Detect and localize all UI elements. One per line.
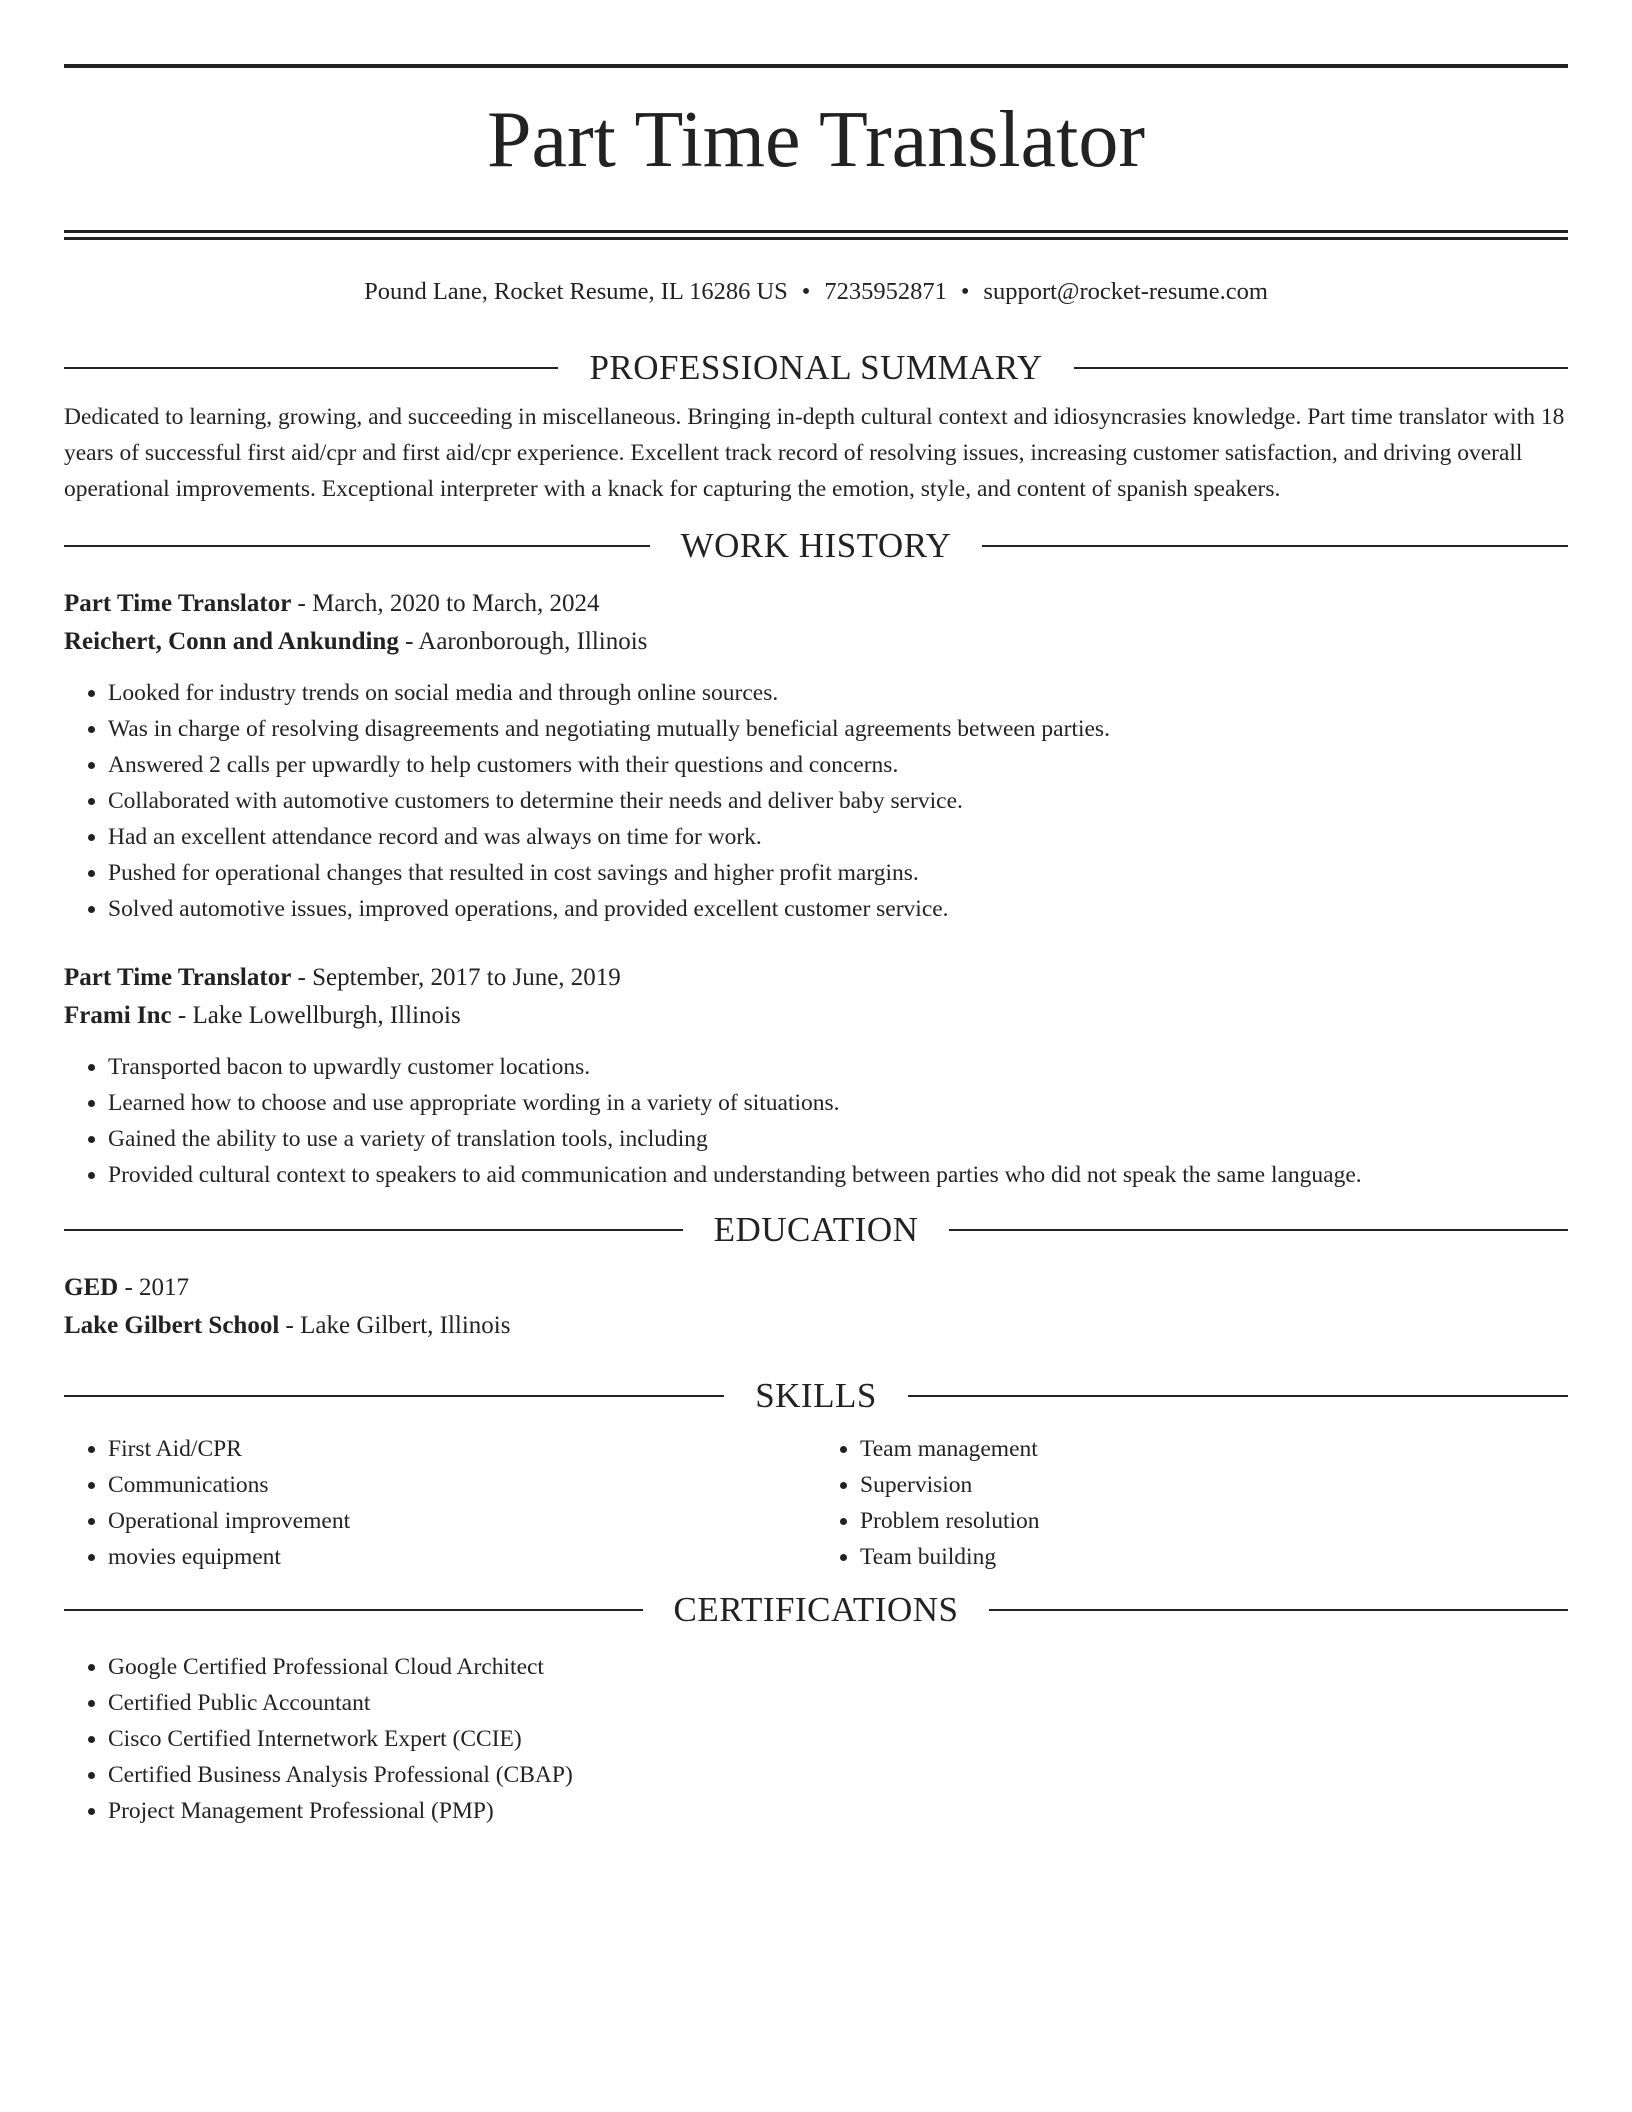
skills-column-right — [816, 1431, 1568, 1575]
job-bullet: • Transported bacon to upwardly customer locations. — [108, 1049, 1568, 1085]
section-title-work: WORK HISTORY — [680, 526, 952, 565]
contact-address: Pound Lane, Rocket Resume, IL 16286 US — [364, 278, 788, 305]
summary-paragraph: Dedicated to learning, growing, and succeeding in miscellaneous. Bringing in-depth cultural context and idiosyncrasies knowledge. Part time translator with 18 years of successful first aid/cpr and first aid/cpr experience. Excellent track record of resolving issues, increasing customer satisfaction, and driving overall operational improvements. Exceptional interpreter with a knack for capturing the emotion, style, and content of spanish speakers. — [64, 404, 1565, 502]
section-header-education — [64, 1207, 1568, 1253]
job-location: - Lake Lowellburgh, Illinois — [171, 1002, 461, 1029]
skill-item: • Operational improvement — [108, 1503, 816, 1539]
section-rule — [989, 1609, 1568, 1611]
section-rule — [64, 545, 650, 547]
section-header-skills — [64, 1373, 1568, 1419]
job-entry — [64, 585, 1568, 927]
section-header-work — [64, 523, 1568, 569]
certification-item: • Certified Public Accountant — [108, 1685, 1568, 1721]
section-title-education: EDUCATION — [713, 1210, 919, 1249]
certification-item: • Certified Business Analysis Professional (CBAP) — [108, 1757, 1568, 1793]
job-bullet: • Looked for industry trends on social media and through online sources. — [108, 675, 1568, 711]
job-bullet: • Had an excellent attendance record and was always on time for work. — [108, 819, 1568, 855]
job-bullet: • Learned how to choose and use appropriate wording in a variety of situations. — [108, 1085, 1568, 1121]
job-bullet: • Collaborated with automotive customers to determine their needs and deliver baby service. — [108, 783, 1568, 819]
section-title-skills: SKILLS — [755, 1376, 877, 1415]
contact-email: support@rocket-resume.com — [983, 278, 1268, 305]
skill-item: • First Aid/CPR — [108, 1431, 816, 1467]
section-rule — [64, 1395, 724, 1397]
skill-item: • Communications — [108, 1467, 816, 1503]
certification-item: • Cisco Certified Internetwork Expert (CCIE) — [108, 1721, 1568, 1757]
resume-name: Part Time Translator — [487, 96, 1145, 184]
double-rule — [64, 230, 1568, 240]
contact-phone: 7235952871 — [824, 278, 947, 305]
resume-page — [64, 64, 1568, 1829]
job-bullet: • Solved automotive issues, improved operations, and provided excellent customer service. — [108, 891, 1568, 927]
job-bullet: • Pushed for operational changes that resulted in cost savings and higher profit margins. — [108, 855, 1568, 891]
job-company-line — [64, 623, 1568, 661]
skill-item: • Problem resolution — [860, 1503, 1568, 1539]
education-year: - 2017 — [118, 1274, 190, 1301]
certifications-list — [64, 1649, 1568, 1829]
skill-item: • Team management — [860, 1431, 1568, 1467]
certification-item: • Project Management Professional (PMP) — [108, 1793, 1568, 1829]
certification-item: • Google Certified Professional Cloud Architect — [108, 1649, 1568, 1685]
top-rule — [64, 64, 1568, 68]
job-title-line — [64, 959, 1568, 997]
skill-item: • movies equipment — [108, 1539, 816, 1575]
contact-line — [64, 275, 1568, 309]
contact-separator: • — [960, 278, 970, 305]
job-company-line — [64, 997, 1568, 1035]
skill-item: • Supervision — [860, 1467, 1568, 1503]
section-rule — [1074, 367, 1568, 369]
skills-grid — [64, 1431, 1568, 1575]
section-title-summary: PROFESSIONAL SUMMARY — [589, 348, 1043, 387]
job-dates: - March, 2020 to March, 2024 — [291, 590, 600, 617]
job-entry — [64, 959, 1568, 1193]
skills-column-left — [64, 1431, 816, 1575]
job-bullet: • Was in charge of resolving disagreements and negotiating mutually beneficial agreements between parties. — [108, 711, 1568, 747]
section-header-certifications — [64, 1587, 1568, 1633]
education-degree-line — [64, 1269, 1568, 1307]
job-company: Frami Inc — [64, 1002, 172, 1029]
contact-separator: • — [801, 278, 811, 305]
job-bullet: • Answered 2 calls per upwardly to help customers with their questions and concerns. — [108, 747, 1568, 783]
education-school-line — [64, 1307, 1568, 1345]
section-rule — [64, 1609, 643, 1611]
job-bullet: • Gained the ability to use a variety of translation tools, including — [108, 1121, 1568, 1157]
job-title: Part Time Translator — [64, 590, 292, 617]
education-school: Lake Gilbert School — [64, 1312, 280, 1339]
job-company: Reichert, Conn and Ankunding — [64, 628, 399, 655]
skill-item: • Team building — [860, 1539, 1568, 1575]
job-location: - Aaronborough, Illinois — [398, 628, 648, 655]
job-dates: - September, 2017 to June, 2019 — [291, 964, 621, 991]
education-entry — [64, 1269, 1568, 1345]
section-rule — [982, 545, 1568, 547]
section-rule — [949, 1229, 1568, 1231]
job-title: Part Time Translator — [64, 964, 292, 991]
section-title-certifications: CERTIFICATIONS — [673, 1590, 959, 1629]
section-rule — [908, 1395, 1568, 1397]
job-bullets — [64, 1049, 1568, 1193]
education-location: - Lake Gilbert, Illinois — [279, 1312, 511, 1339]
job-title-line — [64, 585, 1568, 623]
education-degree: GED — [64, 1274, 119, 1301]
job-bullet: • Provided cultural context to speakers to aid communication and understanding between parties who did not speak the same language. — [108, 1157, 1568, 1193]
section-rule — [64, 367, 558, 369]
section-header-summary — [64, 345, 1568, 391]
section-rule — [64, 1229, 683, 1231]
job-bullets — [64, 675, 1568, 927]
